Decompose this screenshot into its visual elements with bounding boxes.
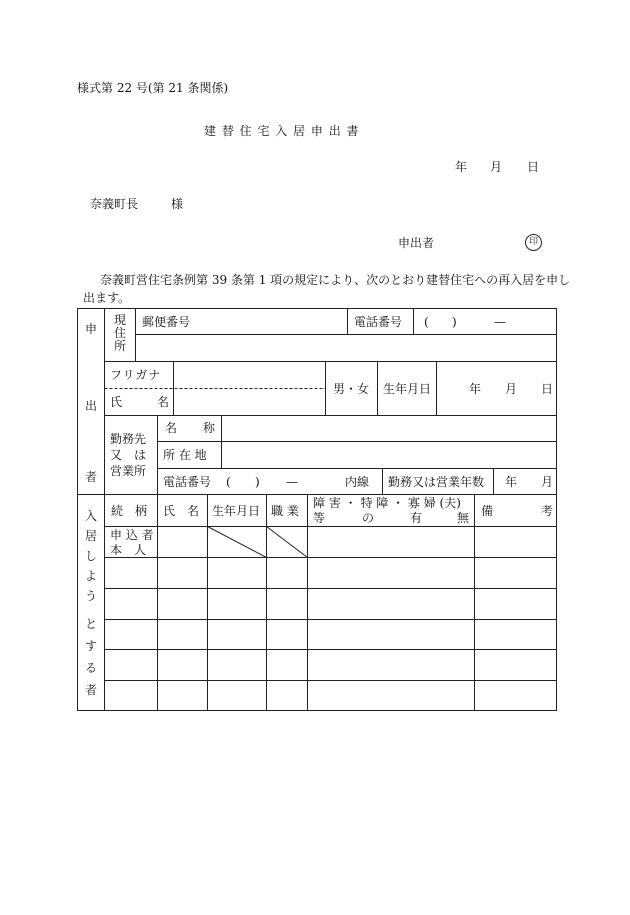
- residents-section-char: よ: [84, 569, 97, 583]
- addressee-name: 奈義町長: [90, 197, 139, 211]
- postal-code-label: 郵便番号: [142, 315, 191, 329]
- row-applicant-label: 申 込 者: [110, 528, 154, 542]
- intro-line-1: 奈義町営住宅条例第 39 条第 1 項の規定により、次のとおり建替住宅への再入居を申し: [100, 273, 571, 287]
- birth-month-unit: 月: [505, 382, 518, 396]
- phone-dash: —: [494, 315, 506, 329]
- section-applicant-char: 者: [84, 470, 97, 484]
- residents-section-char: し: [84, 549, 97, 563]
- name-label-a: 氏: [110, 395, 123, 409]
- date-year: 年: [455, 160, 468, 174]
- section-applicant-char: 出: [84, 399, 97, 413]
- workplace-phone-paren-close: ): [255, 475, 260, 489]
- gender-option: 男・女: [333, 382, 370, 396]
- residents-section-char: 者: [84, 683, 97, 697]
- header-name: 氏 名: [163, 504, 200, 518]
- workplace-phone-paren-open: (: [226, 475, 231, 489]
- address-label-char: 現: [113, 313, 126, 327]
- birth-year-unit: 年: [469, 382, 482, 396]
- extension-label: 内線: [345, 475, 370, 489]
- years-year-unit: 年: [505, 475, 518, 489]
- seal-mark: 印: [525, 234, 542, 251]
- intro-line-2: 出ます。: [83, 291, 131, 305]
- header-disability-line2-d: 無: [457, 511, 470, 525]
- header-disability-line1: 障 害 ・ 特 障 ・ 寡 婦 (夫): [313, 496, 461, 510]
- residents-section-char: と: [84, 617, 97, 631]
- header-disability-line2-c: 有: [410, 511, 423, 525]
- residents-section-char: 居: [84, 529, 97, 543]
- workplace-label-line: 勤務先: [110, 432, 147, 446]
- residents-section-char: す: [84, 639, 97, 653]
- workplace-location-label: 所 在 地: [163, 448, 207, 462]
- workplace-name-label-b: 称: [203, 421, 216, 435]
- section-applicant-char: 申: [84, 322, 97, 336]
- date-month: 月: [490, 160, 503, 174]
- workplace-phone-dash: —: [286, 475, 298, 489]
- header-remarks-b: 考: [541, 504, 554, 518]
- workplace-name-label-a: 名: [165, 421, 178, 435]
- furigana-label: フリガナ: [110, 368, 162, 382]
- workplace-label-line: 又 は: [110, 448, 147, 462]
- phone-paren-close: ): [452, 315, 457, 329]
- applicant-label: 申出者: [398, 236, 435, 250]
- birthdate-label: 生年月日: [383, 382, 432, 396]
- address-label-char: 住: [113, 326, 126, 340]
- residents-section-char: う: [84, 589, 97, 603]
- years-month-unit: 月: [541, 475, 554, 489]
- workplace-phone-label: 電話番号: [163, 475, 212, 489]
- header-disability-line2-b: の: [362, 511, 375, 525]
- birth-day-unit: 日: [541, 382, 554, 396]
- date-day: 日: [527, 160, 540, 174]
- row-self-label: 本 人: [110, 543, 147, 557]
- workplace-label-line: 営業所: [110, 464, 147, 478]
- phone-label: 電話番号: [354, 315, 403, 329]
- name-label-b: 名: [157, 395, 170, 409]
- residents-section-char: 入: [84, 509, 97, 523]
- address-label-char: 所: [113, 339, 126, 353]
- header-occupation: 職 業: [271, 504, 299, 518]
- form-number: 様式第 22 号(第 21 条関係): [77, 81, 229, 95]
- header-remarks-a: 備: [481, 504, 494, 518]
- header-birthdate: 生年月日: [212, 504, 261, 518]
- residents-section-char: る: [84, 661, 97, 675]
- header-relation: 続 柄: [111, 504, 148, 518]
- document-title: 建 替 住 宅 入 居 申 出 書: [204, 124, 360, 138]
- years-of-service-label: 勤務又は営業年数: [388, 475, 485, 489]
- phone-paren-open: (: [424, 315, 429, 329]
- header-disability-line2-a: 等: [313, 511, 326, 525]
- addressee-honorific: 様: [171, 197, 184, 211]
